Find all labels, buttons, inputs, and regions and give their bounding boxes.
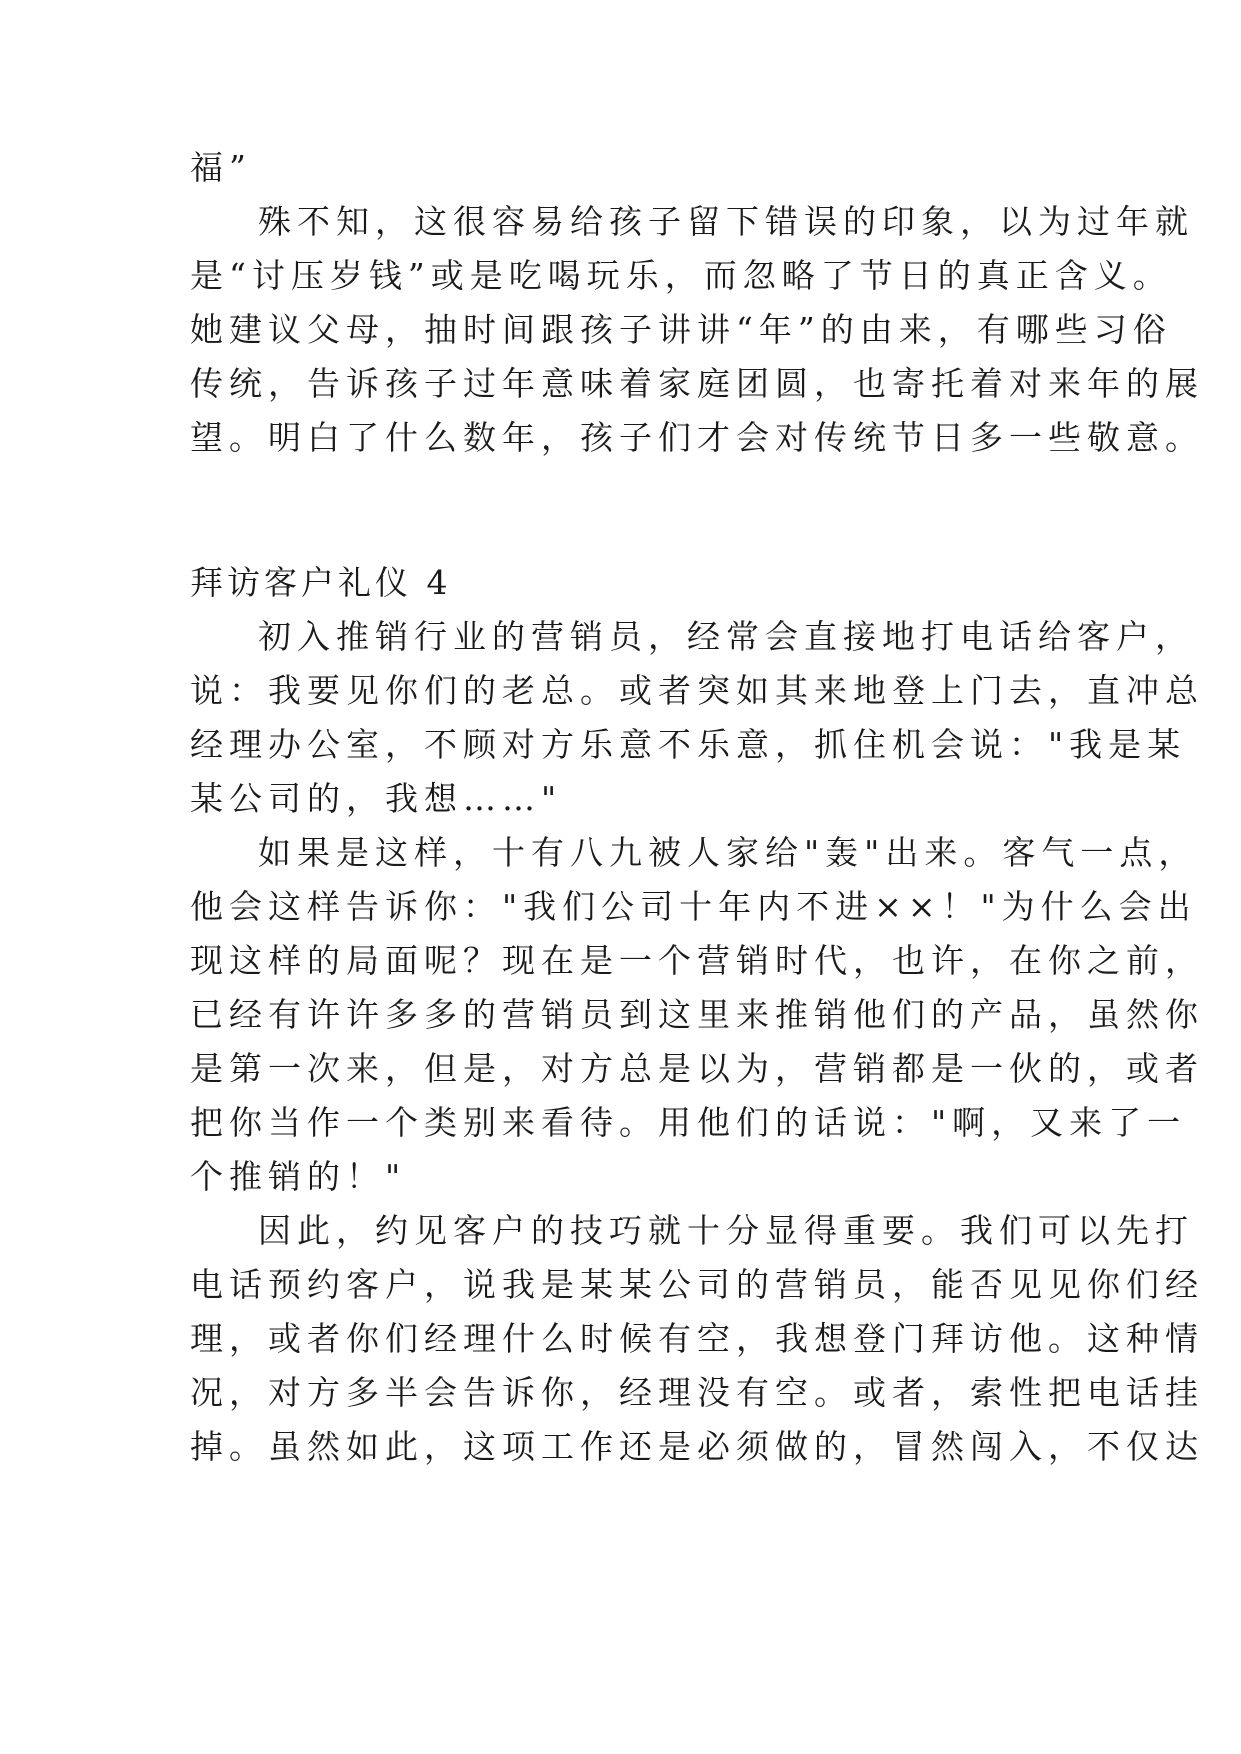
text-line: 是“讨压岁钱”或是吃喝玩乐，而忽略了节日的真正含义。 xyxy=(190,256,1172,295)
paragraph-first-line: 初入推销行业的营销员，经常会直接地打电话给客户， xyxy=(258,617,1194,656)
text-line: 她建议父母，抽时间跟孩子讲讲“年”的由来，有哪些习俗 xyxy=(190,310,1172,349)
text-line: 况，对方多半会告诉你，经理没有空。或者，索性把电话挂 xyxy=(190,1373,1204,1412)
text-line: 已经有许许多多的营销员到这里来推销他们的产品，虽然你 xyxy=(190,995,1204,1034)
text-line: 理，或者你们经理什么时候有空，我想登门拜访他。这种情 xyxy=(190,1319,1204,1358)
text-line: 福” xyxy=(190,148,252,187)
text-line: 说：我要见你们的老总。或者突如其来地登上门去，直冲总 xyxy=(190,671,1204,710)
paragraph-first-line: 殊不知，这很容易给孩子留下错误的印象，以为过年就 xyxy=(258,202,1194,241)
text-line: 掉。虽然如此，这项工作还是必须做的，冒然闯入，不仅达 xyxy=(190,1427,1204,1466)
text-line: 传统，告诉孩子过年意味着家庭团圆，也寄托着对来年的展 xyxy=(190,364,1204,403)
text-line: 把你当作一个类别来看待。用他们的话说："啊，又来了一 xyxy=(190,1103,1187,1142)
text-line: 现这样的局面呢？现在是一个营销时代，也许，在你之前， xyxy=(190,941,1204,980)
text-line: 个推销的！" xyxy=(190,1157,407,1196)
section-heading: 拜访客户礼仪 4 xyxy=(190,563,452,602)
paragraph-first-line: 因此，约见客户的技巧就十分显得重要。我们可以先打 xyxy=(258,1211,1194,1250)
text-line: 电话预约客户，说我是某某公司的营销员，能否见见你们经 xyxy=(190,1265,1204,1304)
text-line: 望。明白了什么数年，孩子们才会对传统节日多一些敬意。 xyxy=(190,418,1204,457)
paragraph-first-line: 如果是这样，十有八九被人家给"轰"出来。客气一点， xyxy=(258,833,1198,872)
text-line: 经理办公室，不顾对方乐意不乐意，抓住机会说："我是某 xyxy=(190,725,1187,764)
text-line: 某公司的，我想……" xyxy=(190,779,563,818)
text-line: 是第一次来，但是，对方总是以为，营销都是一伙的，或者 xyxy=(190,1049,1204,1088)
text-line: 他会这样告诉你："我们公司十年内不进××！"为什么会出 xyxy=(190,887,1197,926)
